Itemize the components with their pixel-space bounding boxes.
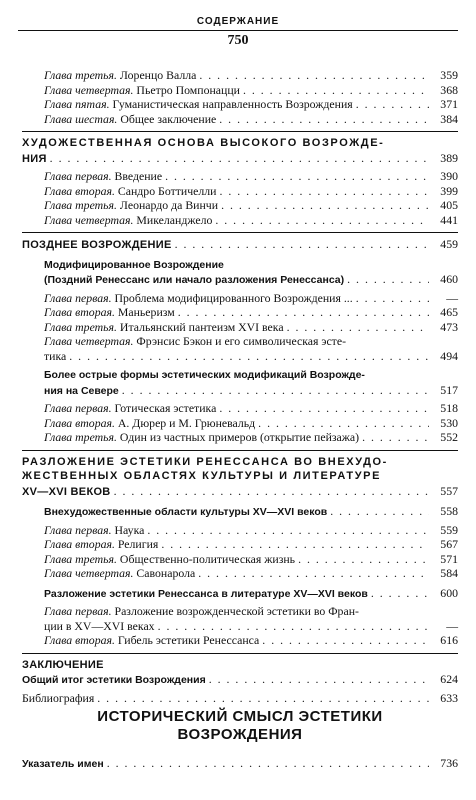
toc-entry[interactable]: Глава четвертая. Фрэнсис Бэкон и его символическая эсте- тика . . . 494 bbox=[44, 334, 458, 363]
page-number: 750 bbox=[227, 33, 249, 48]
toc-entry[interactable]: Глава шестая. Общее заключение . . . 384 bbox=[44, 112, 458, 127]
section-heading-decay[interactable]: РАЗЛОЖЕНИЕ ЭСТЕТИКИ РЕНЕССАНСА ВО ВНЕХУДО- ЖЕСТВЕННЫХ ОБЛАСТЯХ КУЛЬТУРЫ И ЛИТЕРАТУРЕ XV—XVI ВЕКОВ . . . 557 bbox=[22, 455, 458, 500]
toc-entry[interactable]: Глава первая. Готическая эстетика . . . 518 bbox=[44, 401, 458, 416]
toc-entry[interactable]: Глава вторая. Сандро Боттичелли . . . 399 bbox=[44, 184, 458, 199]
final-section-heading[interactable]: ИСТОРИЧЕСКИЙ СМЫСЛ ЭСТЕТИКИ ВОЗРОЖДЕНИЯ bbox=[97, 708, 383, 743]
table-of-contents bbox=[22, 68, 458, 705]
subsection-nonart[interactable]: Внехудожественные области культуры XV—XVI веков . . . 558 bbox=[44, 504, 458, 520]
subsection-modified[interactable]: Модифицированное Возрождение (Поздний Ренессанс или начало разложения Ренессанса) . . . 460 bbox=[44, 258, 458, 288]
section-heading-art[interactable]: ХУДОЖЕСТВЕННАЯ ОСНОВА ВЫСОКОГО ВОЗРОЖДЕ- НИЯ . . . 389 bbox=[22, 136, 458, 166]
toc-entry[interactable]: Глава первая. Проблема модифицированного Возрождения ... . . . — bbox=[44, 291, 458, 306]
toc-entry[interactable]: Глава третья. Лоренцо Валла . . . 359 bbox=[44, 68, 458, 83]
toc-entry[interactable]: Глава третья. Общественно-политическая жизнь . . . 571 bbox=[44, 552, 458, 567]
toc-entry-summary[interactable]: Общий итог эстетики Возрождения . . . 624 bbox=[22, 672, 458, 688]
section-heading-late[interactable]: ПОЗДНЕЕ ВОЗРОЖДЕНИЕ . . . 459 bbox=[22, 237, 458, 253]
section-divider bbox=[22, 131, 458, 132]
header-rule bbox=[18, 30, 458, 31]
page-header bbox=[18, 16, 458, 49]
toc-entry[interactable]: Глава пятая. Гуманистическая направленность Возрождения . . . 371 bbox=[44, 97, 458, 112]
section-heading-conclusion[interactable]: ЗАКЛЮЧЕНИЕ bbox=[22, 658, 104, 671]
toc-entry[interactable]: Глава вторая. А. Дюрер и М. Грюневальд . . . 530 bbox=[44, 416, 458, 431]
toc-entry[interactable]: Глава третья. Итальянский пантеизм XVI века . . . 473 bbox=[44, 320, 458, 335]
toc-entry[interactable]: Глава третья. Один из частных примеров (открытие пейзажа) . . . 552 bbox=[44, 430, 458, 445]
toc-entry[interactable]: Глава вторая. Гибель эстетики Ренессанса . . . 616 bbox=[44, 633, 458, 648]
toc-entry-index[interactable]: Указатель имен . . . 736 bbox=[22, 756, 458, 771]
toc-entry[interactable]: Глава первая. Разложение возрожденческой эстетики во Фран- ции в XV—XVI веках . . . — bbox=[44, 604, 458, 633]
section-divider bbox=[22, 450, 458, 451]
subsection-literature[interactable]: Разложение эстетики Ренессанса в литературе XV—XVI веков . . . 600 bbox=[44, 586, 458, 602]
running-head: СОДЕРЖАНИЕ bbox=[196, 16, 280, 27]
toc-entry-bibliography[interactable]: Библиография . . . 633 bbox=[22, 691, 458, 706]
toc-entry[interactable]: Глава вторая. Религия . . . 567 bbox=[44, 537, 458, 552]
toc-entry[interactable]: Глава первая. Наука . . . 559 bbox=[44, 523, 458, 538]
section-divider bbox=[22, 232, 458, 233]
toc-entry[interactable]: Глава четвертая. Микеланджело . . . 441 bbox=[44, 213, 458, 228]
section-divider bbox=[22, 653, 458, 654]
toc-entry[interactable]: Глава четвертая. Савонарола . . . 584 bbox=[44, 566, 458, 581]
subsection-north[interactable]: Более острые формы эстетических модификаций Возрожде- ния на Севере . . . 517 bbox=[44, 368, 458, 398]
toc-entry[interactable]: Глава вторая. Маньеризм . . . 465 bbox=[44, 305, 458, 320]
toc-entry[interactable]: Глава четвертая. Пьетро Помпонацци . . . 368 bbox=[44, 83, 458, 98]
toc-entry[interactable]: Глава третья. Леонардо да Винчи . . . 405 bbox=[44, 198, 458, 213]
toc-entry[interactable]: Глава первая. Введение . . . 390 bbox=[44, 169, 458, 184]
